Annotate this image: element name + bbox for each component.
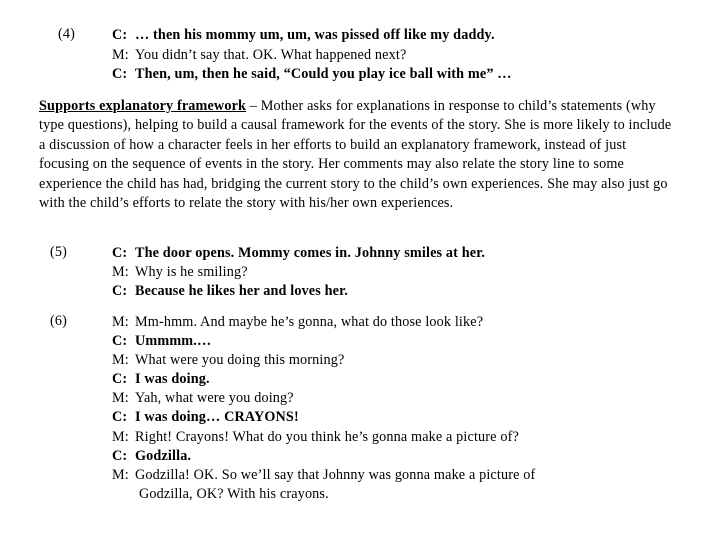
transcript-turn xyxy=(112,389,294,408)
section-heading: Supports explanatory framework xyxy=(39,98,247,114)
utterance: I was doing… CRAYONS! xyxy=(135,409,299,425)
transcript-turn xyxy=(112,370,210,389)
transcript-turn xyxy=(112,244,485,263)
example-number: (5) xyxy=(50,244,67,260)
speaker-label: M: xyxy=(112,47,129,63)
utterance: What were you doing this morning? xyxy=(135,352,345,368)
transcript-turn xyxy=(112,447,191,466)
speaker-label: M: xyxy=(112,429,129,445)
speaker-label: C: xyxy=(112,27,128,43)
utterance: Why is he smiling? xyxy=(135,264,248,280)
utterance: Ummmm.… xyxy=(135,333,212,349)
transcript-turn xyxy=(112,46,406,65)
utterance: I was doing. xyxy=(135,371,210,387)
example-number: (6) xyxy=(50,313,67,329)
transcript-turn xyxy=(112,313,483,332)
transcript-turn xyxy=(112,351,344,370)
speaker-label: M: xyxy=(112,352,129,368)
transcript-turn xyxy=(112,332,211,351)
utterance: … then his mommy um, um, was pissed off like my daddy. xyxy=(135,27,495,43)
utterance: Mm-hmm. And maybe he’s gonna, what do those look like? xyxy=(135,314,484,330)
utterance: Because he likes her and loves her. xyxy=(135,283,348,299)
transcript-turn xyxy=(112,26,495,45)
transcript-turn xyxy=(112,263,248,282)
transcript-turn xyxy=(112,282,348,301)
speaker-label: M: xyxy=(112,264,129,280)
example-number: (4) xyxy=(58,26,75,42)
speaker-label: C: xyxy=(112,245,128,261)
transcript-turn xyxy=(112,408,299,427)
speaker-label: C: xyxy=(112,448,128,464)
transcript-turn xyxy=(112,428,519,447)
utterance: Then, um, then he said, “Could you play ice ball with me” … xyxy=(135,66,512,82)
transcript-turn-continuation xyxy=(112,485,329,504)
utterance: Right! Crayons! What do you think he’s gonna make a picture of? xyxy=(135,429,519,445)
speaker-label: M: xyxy=(112,390,129,406)
section-body: – Mother asks for explanations in response to child’s statements (why type questions), helping to build a causal framework for the events of the story. She is more likely to include a discussion of how a character feels in her efforts to build an explanatory framework, instead of just focusing on the sequence of events in the story. Her comments may also relate the story line to some experience the child has had, bridging the current story to the child’s own experiences. She may also just go with the child’s efforts to relate the story with his/her own experiences. xyxy=(39,98,672,212)
speaker-label: C: xyxy=(112,333,128,349)
utterance: Godzilla. xyxy=(135,448,192,464)
utterance: The door opens. Mommy comes in. Johnny smiles at her. xyxy=(135,245,486,261)
transcript-turn xyxy=(112,65,512,84)
section-paragraph xyxy=(39,97,679,213)
speaker-label: M: xyxy=(112,467,129,483)
speaker-label: M: xyxy=(112,314,129,330)
transcript-turn xyxy=(112,466,535,485)
utterance: Godzilla! OK. So we’ll say that Johnny was gonna make a picture of xyxy=(135,467,536,483)
utterance: Godzilla, OK? With his crayons. xyxy=(139,486,329,502)
speaker-label: C: xyxy=(112,409,128,425)
speaker-label: C: xyxy=(112,283,128,299)
speaker-label: C: xyxy=(112,371,128,387)
utterance: You didn’t say that. OK. What happened next? xyxy=(135,47,407,63)
speaker-label: C: xyxy=(112,66,128,82)
utterance: Yah, what were you doing? xyxy=(135,390,294,406)
